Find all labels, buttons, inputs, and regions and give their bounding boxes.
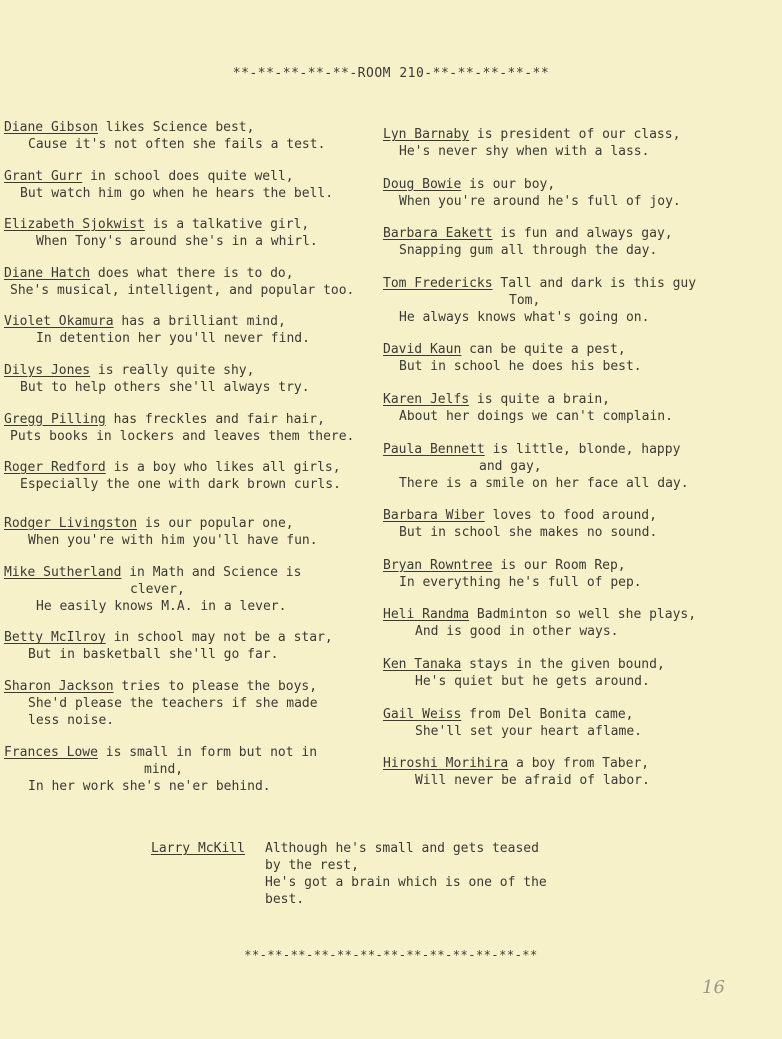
verse-text: is fun and always gay, xyxy=(492,226,673,242)
verse-line: He easily knows M.A. in a lever. xyxy=(36,598,287,614)
verse-line: Puts books in lockers and leaves them there. xyxy=(10,428,355,444)
student-name: Paula Bennett xyxy=(383,441,485,457)
verse-line: mind, xyxy=(144,761,184,777)
student-name: Karen Jelfs xyxy=(383,391,470,407)
poem-entry xyxy=(383,275,778,326)
verse-line: But in basketball she'll go far. xyxy=(28,647,279,663)
verse-line: He always knows what's going on. xyxy=(399,309,650,325)
verse-line: clever, xyxy=(130,581,185,597)
student-name: David Kaun xyxy=(383,342,462,358)
verse-line: Snapping gum all through the day. xyxy=(399,243,658,259)
verse-line: He's quiet but he gets around. xyxy=(415,673,650,689)
verse-text: loves to food around, xyxy=(484,508,657,524)
poem-entry xyxy=(4,313,379,347)
poem-entry xyxy=(383,176,778,210)
page-number: 16 xyxy=(702,977,725,998)
verse-text: in school does quite well, xyxy=(82,168,294,184)
student-name: Dilys Jones xyxy=(4,362,91,378)
poem-entry xyxy=(4,362,379,396)
verse-line: Tom, xyxy=(509,292,541,308)
verse-line: She'll set your heart aflame. xyxy=(415,723,642,739)
student-name: Sharon Jackson xyxy=(4,678,114,694)
featured-verse xyxy=(265,840,547,908)
verse-text: is little, blonde, happy xyxy=(484,441,681,457)
student-name: Heli Randma xyxy=(383,607,470,623)
verse-line: He's got a brain which is one of the xyxy=(265,875,547,890)
poem-entry xyxy=(383,557,778,591)
student-name: Barbara Wiber xyxy=(383,508,485,524)
poem-entry xyxy=(4,411,379,445)
verse-line: She'd please the teachers if she made xyxy=(28,695,318,711)
verse-text: in school may not be a star, xyxy=(105,630,333,646)
right-column xyxy=(383,126,778,805)
page-header: **-**-**-**-**-ROOM 210-**-**-**-**-** xyxy=(232,66,550,81)
poem-entry xyxy=(4,744,379,795)
verse-text: is small in form but not in xyxy=(97,744,318,760)
student-name: Rodger Livingston xyxy=(4,516,138,532)
poem-entry xyxy=(383,225,778,259)
verse-line: About her doings we can't complain. xyxy=(399,408,673,424)
student-name: Gregg Pilling xyxy=(4,411,106,427)
verse-text: can be quite a pest, xyxy=(461,342,626,358)
verse-line: In detention her you'll never find. xyxy=(36,331,310,347)
verse-text: stays in the given bound, xyxy=(461,656,665,672)
student-name: Violet Okamura xyxy=(4,314,114,330)
poem-entry xyxy=(4,119,379,153)
poem-entry xyxy=(383,341,778,375)
poem-entry xyxy=(4,459,379,493)
poem-entry xyxy=(4,168,379,202)
poem-entry xyxy=(383,507,778,541)
left-column xyxy=(4,119,379,809)
verse-line: In everything he's full of pep. xyxy=(399,574,642,590)
verse-line: And is good in other ways. xyxy=(415,624,619,640)
poem-entry xyxy=(4,216,379,250)
student-name: Diane Hatch xyxy=(4,265,91,281)
poem-entry xyxy=(383,391,778,425)
poem-entry xyxy=(4,629,379,663)
poem-entry xyxy=(383,755,778,789)
student-name: Hiroshi Morihira xyxy=(383,756,509,772)
student-name: Elizabeth Sjokwist xyxy=(4,217,145,233)
verse-line: Especially the one with dark brown curls. xyxy=(20,477,341,493)
verse-line: There is a smile on her face all day. xyxy=(399,475,689,491)
poem-entry xyxy=(4,265,379,299)
student-name: Larry McKill xyxy=(151,841,245,856)
verse-text: does what there is to do, xyxy=(90,265,294,281)
poem-entry xyxy=(383,706,778,740)
student-name: Frances Lowe xyxy=(4,744,98,760)
poem-entry xyxy=(383,656,778,690)
verse-text: has freckles and fair hair, xyxy=(105,411,325,427)
student-name: Roger Redford xyxy=(4,460,106,476)
poem-entry xyxy=(383,606,778,640)
verse-line: and gay, xyxy=(479,458,542,474)
poem-entry xyxy=(4,564,379,615)
student-name: Lyn Barnaby xyxy=(383,127,470,142)
verse-text: is our Room Rep, xyxy=(492,557,626,573)
verse-line: She's musical, intelligent, and popular too. xyxy=(10,282,355,298)
student-name: Betty McIlroy xyxy=(4,630,106,646)
verse-line: When you're with him you'll have fun. xyxy=(28,533,318,549)
poem-entry xyxy=(383,126,778,160)
verse-line: In her work she's ne'er behind. xyxy=(28,778,271,794)
verse-line: by the rest, xyxy=(265,858,359,873)
verse-line: Cause it's not often she fails a test. xyxy=(28,137,326,152)
student-name: Barbara Eakett xyxy=(383,226,493,242)
student-name: Grant Gurr xyxy=(4,168,83,184)
verse-text: is our boy, xyxy=(461,176,556,192)
verse-text: is our popular one, xyxy=(137,516,294,532)
verse-line: Although he's small and gets teased xyxy=(265,841,539,856)
verse-text: is a boy who likes all girls, xyxy=(105,460,341,476)
verse-text: is really quite shy, xyxy=(90,362,255,378)
page-footer-divider: **-**-**-**-**-**-**-**-**-**-**-**-** xyxy=(244,948,538,962)
verse-line: When you're around he's full of joy. xyxy=(399,193,681,209)
verse-line: best. xyxy=(265,892,305,907)
verse-text: in Math and Science is xyxy=(121,564,302,580)
poem-entry xyxy=(383,441,778,492)
verse-text: Tall and dark is this guy xyxy=(492,275,697,291)
student-name: Tom Fredericks xyxy=(383,275,493,291)
verse-text: is quite a brain, xyxy=(469,391,610,407)
student-name: Doug Bowie xyxy=(383,176,462,192)
verse-line: When Tony's around she's in a whirl. xyxy=(36,234,318,250)
poem-entry xyxy=(4,515,379,549)
verse-line: But in school she makes no sound. xyxy=(399,525,658,541)
student-name: Gail Weiss xyxy=(383,706,462,722)
verse-text: likes Science best, xyxy=(97,120,255,135)
verse-line: But to help others she'll always try. xyxy=(20,379,310,395)
verse-line: less noise. xyxy=(28,712,115,728)
verse-line: Will never be afraid of labor. xyxy=(415,773,650,789)
verse-text: from Del Bonita came, xyxy=(461,706,634,722)
student-name: Diane Gibson xyxy=(4,120,98,135)
featured-entry xyxy=(151,840,547,908)
verse-text: tries to please the boys, xyxy=(113,678,318,694)
poem-entry xyxy=(4,678,379,729)
verse-text: has a brilliant mind, xyxy=(113,314,286,330)
verse-line: He's never shy when with a lass. xyxy=(399,144,650,159)
verse-text: Badminton so well she plays, xyxy=(469,607,697,623)
verse-text: is president of our class, xyxy=(469,127,681,142)
verse-text: is a talkative girl, xyxy=(144,217,310,233)
student-name: Mike Sutherland xyxy=(4,564,122,580)
student-name: Bryan Rowntree xyxy=(383,557,493,573)
verse-text: a boy from Taber, xyxy=(508,756,650,772)
verse-line: But watch him go when he hears the bell. xyxy=(20,185,334,201)
verse-line: But in school he does his best. xyxy=(399,359,642,375)
student-name: Ken Tanaka xyxy=(383,656,462,672)
